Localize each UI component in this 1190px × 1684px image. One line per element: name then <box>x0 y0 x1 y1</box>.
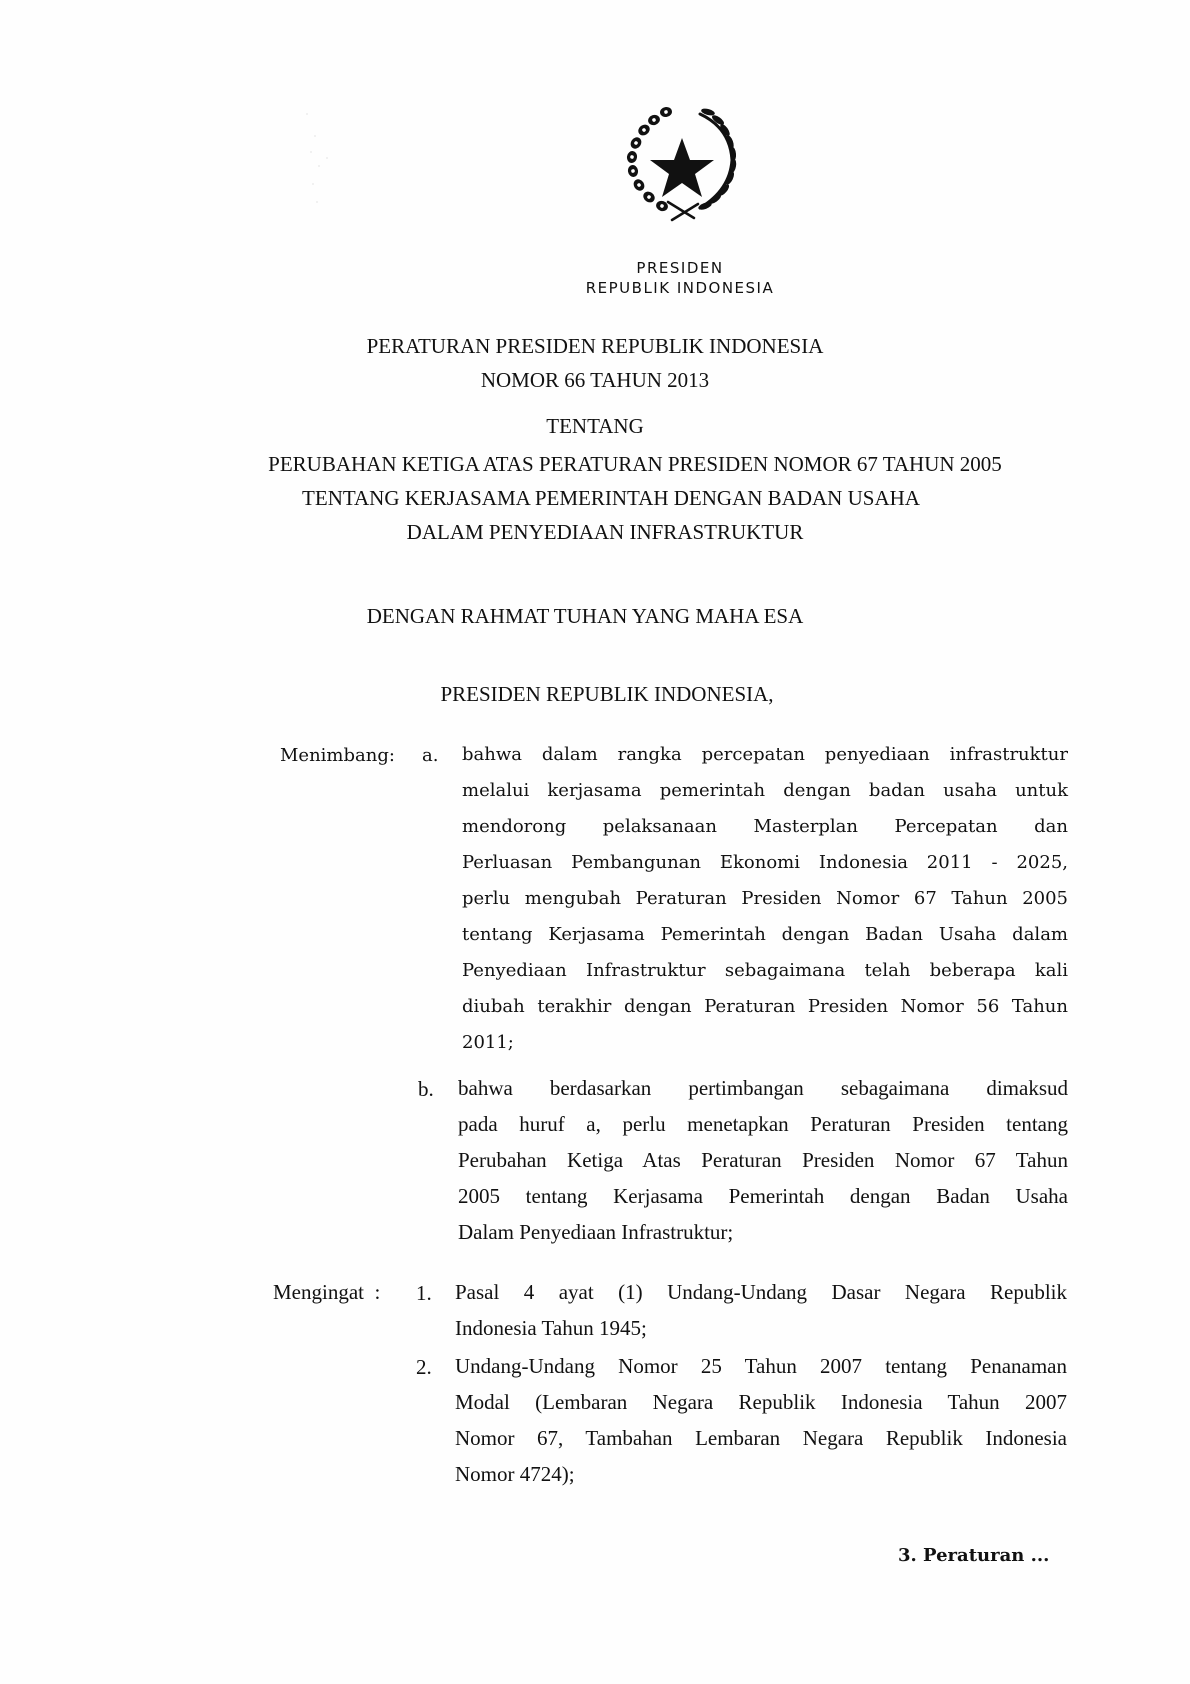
regulation-subject-line2: TENTANG KERJASAMA PEMERINTAH DENGAN BADAN USAHA <box>302 486 920 510</box>
menimbang-item-b-marker: b. <box>418 1077 434 1101</box>
menimbang-item-b: bahwa berdasarkan pertimbangan sebagaimana dimaksud pada huruf a, perlu menetapkan Peraturan Presiden tentang Perubahan Ketiga Atas Peraturan Presiden Nomor 67 Tahun 2005 tentang Kerjasama Pemerintah dengan Badan Usaha Dalam Penyediaan Infrastruktur; <box>458 1076 1068 1244</box>
menimbang-item-a: bahwa dalam rangka percepatan penyediaan infrastruktur melalui kerjasama pemerintah dengan badan usaha untuk mendorong pelaksanaan Masterplan Percepatan dan Perluasan Pembangunan Ekonomi Indonesia 2011 - 2025, perlu mengubah Peraturan Presiden Nomor 67 Tahun 2005 tentang Kerjasama Pemerintah dengan Badan Usaha dalam Penyediaan Infrastruktur sebagaimana telah beberapa kali diubah terakhir dengan Peraturan Presiden Nomor 56 Tahun 2011; <box>462 744 1068 1053</box>
issuer: PRESIDEN REPUBLIK INDONESIA, <box>440 682 774 706</box>
invocation: DENGAN RAHMAT TUHAN YANG MAHA ESA <box>366 604 804 628</box>
page-continuation: 3. Peraturan ... <box>898 1545 1050 1566</box>
mengingat-item-1-marker: 1. <box>416 1281 432 1305</box>
regulation-type: PERATURAN PRESIDEN REPUBLIK INDONESIA <box>366 334 824 358</box>
regulation-subject-line3: DALAM PENYEDIAAN INFRASTRUKTUR <box>406 520 804 544</box>
menimbang-item-a-marker: a. <box>422 745 439 766</box>
scan-artifact <box>296 105 336 225</box>
menimbang-label: Menimbang: <box>280 745 395 766</box>
regulation-subject-line1: PERUBAHAN KETIGA ATAS PERATURAN PRESIDEN NOMOR 67 TAHUN 2005 <box>268 452 1002 476</box>
mengingat-label: Mengingat : <box>273 1280 381 1304</box>
mengingat-item-2: Undang-Undang Nomor 25 Tahun 2007 tentang Penanaman Modal (Lembaran Negara Republik Indonesia Tahun 2007 Nomor 67, Tambahan Lembaran Negara Republik Indonesia Nomor 4724); <box>455 1354 1067 1486</box>
mengingat-item-2-marker: 2. <box>416 1355 432 1379</box>
letterhead <box>560 258 800 298</box>
letterhead-line1: PRESIDEN <box>636 259 724 277</box>
regulation-number: NOMOR 66 TAHUN 2013 <box>480 368 710 392</box>
presidential-seal-icon <box>620 98 750 228</box>
mengingat-item-1: Pasal 4 ayat (1) Undang-Undang Dasar Negara Republik Indonesia Tahun 1945; <box>455 1280 1067 1340</box>
letterhead-line2: REPUBLIK INDONESIA <box>585 279 775 297</box>
tentang-heading: TENTANG <box>546 414 644 438</box>
